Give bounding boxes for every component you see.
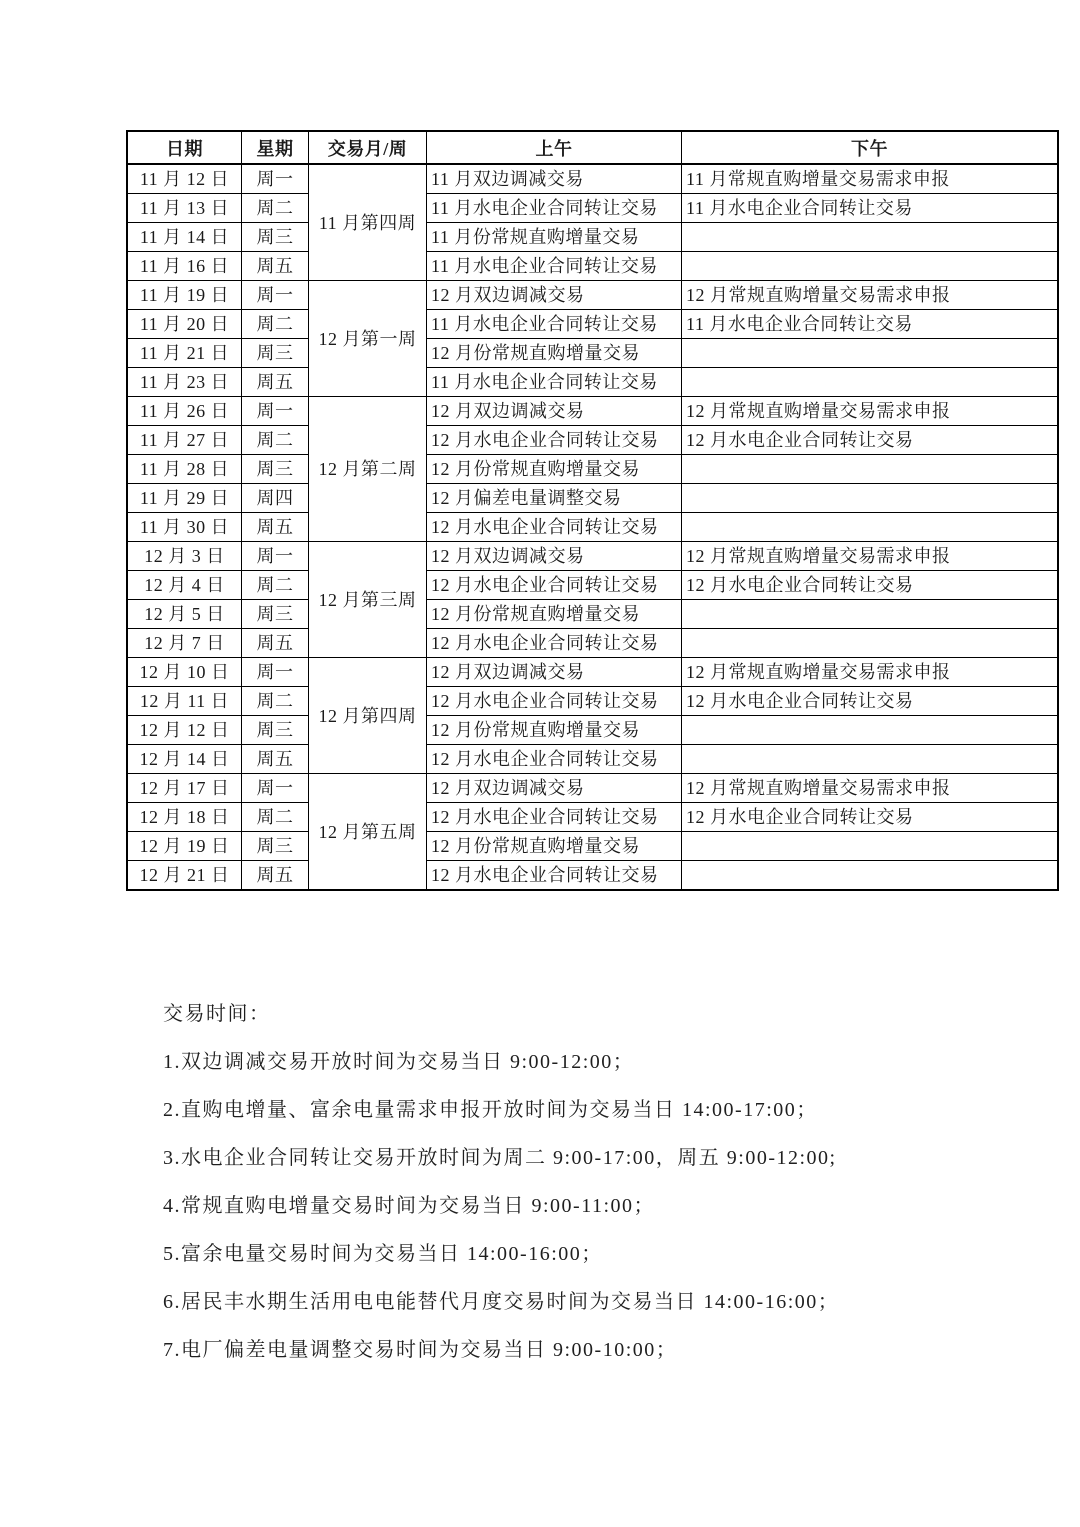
table-body	[127, 164, 1058, 890]
morning-cell: 12 月双边调减交易	[427, 281, 682, 310]
weekday-cell: 周二	[242, 310, 309, 339]
afternoon-cell	[682, 629, 1059, 658]
afternoon-cell: 11 月水电企业合同转让交易	[682, 194, 1059, 223]
note-item-2: 2.直购电增量、富余电量需求申报开放时间为交易当日 14:00-17:00；	[163, 1099, 818, 1121]
afternoon-cell	[682, 716, 1059, 745]
afternoon-cell: 12 月常规直购增量交易需求申报	[682, 281, 1059, 310]
date-cell: 11 月 26 日	[127, 397, 242, 426]
trading-schedule-table	[126, 130, 1059, 891]
table-row	[127, 397, 1058, 426]
date-cell: 12 月 12 日	[127, 716, 242, 745]
trading-week-cell: 12 月第一周	[309, 281, 427, 397]
table-row	[127, 194, 1058, 223]
table-row	[127, 600, 1058, 629]
weekday-cell: 周一	[242, 397, 309, 426]
afternoon-cell	[682, 832, 1059, 861]
afternoon-cell: 12 月常规直购增量交易需求申报	[682, 542, 1059, 571]
trading-week-cell: 12 月第五周	[309, 774, 427, 891]
col-header-morning: 上午	[427, 131, 682, 164]
afternoon-cell	[682, 600, 1059, 629]
morning-cell: 12 月份常规直购增量交易	[427, 600, 682, 629]
trading-week-cell: 11 月第四周	[309, 164, 427, 281]
afternoon-cell	[682, 368, 1059, 397]
table-row	[127, 542, 1058, 571]
weekday-cell: 周三	[242, 832, 309, 861]
afternoon-cell: 12 月常规直购增量交易需求申报	[682, 397, 1059, 426]
morning-cell: 11 月水电企业合同转让交易	[427, 194, 682, 223]
weekday-cell: 周二	[242, 194, 309, 223]
afternoon-cell	[682, 484, 1059, 513]
table-row	[127, 223, 1058, 252]
table-row	[127, 687, 1058, 716]
table-header-row	[127, 131, 1058, 164]
table-row	[127, 571, 1058, 600]
weekday-cell: 周一	[242, 774, 309, 803]
weekday-cell: 周三	[242, 455, 309, 484]
table-row	[127, 658, 1058, 687]
table-row	[127, 281, 1058, 310]
afternoon-cell	[682, 455, 1059, 484]
afternoon-cell: 12 月常规直购增量交易需求申报	[682, 774, 1059, 803]
notes-title: 交易时间：	[163, 1003, 271, 1025]
col-header-afternoon: 下午	[682, 131, 1059, 164]
weekday-cell: 周一	[242, 658, 309, 687]
weekday-cell: 周三	[242, 600, 309, 629]
date-cell: 12 月 21 日	[127, 861, 242, 891]
morning-cell: 11 月水电企业合同转让交易	[427, 310, 682, 339]
morning-cell: 12 月水电企业合同转让交易	[427, 803, 682, 832]
weekday-cell: 周一	[242, 542, 309, 571]
afternoon-cell	[682, 513, 1059, 542]
weekday-cell: 周三	[242, 339, 309, 368]
morning-cell: 12 月水电企业合同转让交易	[427, 629, 682, 658]
morning-cell: 12 月水电企业合同转让交易	[427, 571, 682, 600]
table-row	[127, 164, 1058, 194]
weekday-cell: 周二	[242, 426, 309, 455]
col-header-week: 交易月/周	[309, 131, 427, 164]
morning-cell: 12 月水电企业合同转让交易	[427, 513, 682, 542]
afternoon-cell: 11 月水电企业合同转让交易	[682, 310, 1059, 339]
afternoon-cell: 12 月水电企业合同转让交易	[682, 803, 1059, 832]
table-row	[127, 745, 1058, 774]
morning-cell: 12 月水电企业合同转让交易	[427, 426, 682, 455]
weekday-cell: 周五	[242, 629, 309, 658]
table-row	[127, 310, 1058, 339]
weekday-cell: 周二	[242, 803, 309, 832]
weekday-cell: 周一	[242, 164, 309, 194]
weekday-cell: 周三	[242, 223, 309, 252]
table-row	[127, 252, 1058, 281]
morning-cell: 12 月偏差电量调整交易	[427, 484, 682, 513]
afternoon-cell: 12 月水电企业合同转让交易	[682, 426, 1059, 455]
date-cell: 12 月 3 日	[127, 542, 242, 571]
date-cell: 11 月 30 日	[127, 513, 242, 542]
morning-cell: 11 月双边调减交易	[427, 164, 682, 194]
table-row	[127, 803, 1058, 832]
morning-cell: 11 月份常规直购增量交易	[427, 223, 682, 252]
date-cell: 12 月 10 日	[127, 658, 242, 687]
afternoon-cell	[682, 745, 1059, 774]
date-cell: 12 月 18 日	[127, 803, 242, 832]
weekday-cell: 周五	[242, 513, 309, 542]
morning-cell: 12 月水电企业合同转让交易	[427, 861, 682, 891]
afternoon-cell: 12 月常规直购增量交易需求申报	[682, 658, 1059, 687]
morning-cell: 12 月水电企业合同转让交易	[427, 687, 682, 716]
table-row	[127, 368, 1058, 397]
table-row	[127, 513, 1058, 542]
date-cell: 11 月 23 日	[127, 368, 242, 397]
afternoon-cell	[682, 223, 1059, 252]
morning-cell: 12 月份常规直购增量交易	[427, 455, 682, 484]
table-row	[127, 426, 1058, 455]
weekday-cell: 周五	[242, 745, 309, 774]
table-row	[127, 455, 1058, 484]
col-header-date: 日期	[127, 131, 242, 164]
afternoon-cell: 12 月水电企业合同转让交易	[682, 687, 1059, 716]
date-cell: 11 月 27 日	[127, 426, 242, 455]
trading-week-cell: 12 月第三周	[309, 542, 427, 658]
notes-section	[163, 1000, 953, 1384]
weekday-cell: 周五	[242, 861, 309, 891]
date-cell: 12 月 7 日	[127, 629, 242, 658]
date-cell: 12 月 4 日	[127, 571, 242, 600]
date-cell: 12 月 5 日	[127, 600, 242, 629]
morning-cell: 12 月双边调减交易	[427, 774, 682, 803]
weekday-cell: 周五	[242, 252, 309, 281]
date-cell: 11 月 20 日	[127, 310, 242, 339]
morning-cell: 12 月水电企业合同转让交易	[427, 745, 682, 774]
date-cell: 11 月 29 日	[127, 484, 242, 513]
weekday-cell: 周四	[242, 484, 309, 513]
morning-cell: 12 月份常规直购增量交易	[427, 716, 682, 745]
afternoon-cell	[682, 339, 1059, 368]
table-row	[127, 629, 1058, 658]
table-row	[127, 774, 1058, 803]
date-cell: 12 月 11 日	[127, 687, 242, 716]
date-cell: 11 月 13 日	[127, 194, 242, 223]
afternoon-cell: 12 月水电企业合同转让交易	[682, 571, 1059, 600]
note-item-5: 5.富余电量交易时间为交易当日 14:00-16:00；	[163, 1243, 603, 1265]
table-row	[127, 484, 1058, 513]
trading-week-cell: 12 月第二周	[309, 397, 427, 542]
date-cell: 11 月 21 日	[127, 339, 242, 368]
date-cell: 11 月 16 日	[127, 252, 242, 281]
weekday-cell: 周三	[242, 716, 309, 745]
table-row	[127, 832, 1058, 861]
date-cell: 12 月 14 日	[127, 745, 242, 774]
trading-week-cell: 12 月第四周	[309, 658, 427, 774]
date-cell: 12 月 17 日	[127, 774, 242, 803]
weekday-cell: 周二	[242, 571, 309, 600]
morning-cell: 12 月双边调减交易	[427, 397, 682, 426]
weekday-cell: 周一	[242, 281, 309, 310]
date-cell: 11 月 12 日	[127, 164, 242, 194]
date-cell: 11 月 28 日	[127, 455, 242, 484]
morning-cell: 12 月份常规直购增量交易	[427, 832, 682, 861]
note-item-4: 4.常规直购电增量交易时间为交易当日 9:00-11:00；	[163, 1195, 656, 1217]
note-item-6: 6.居民丰水期生活用电电能替代月度交易时间为交易当日 14:00-16:00；	[163, 1291, 840, 1313]
morning-cell: 12 月份常规直购增量交易	[427, 339, 682, 368]
morning-cell: 12 月双边调减交易	[427, 658, 682, 687]
afternoon-cell: 11 月常规直购增量交易需求申报	[682, 164, 1059, 194]
weekday-cell: 周二	[242, 687, 309, 716]
table-row	[127, 861, 1058, 891]
date-cell: 11 月 14 日	[127, 223, 242, 252]
weekday-cell: 周五	[242, 368, 309, 397]
table-row	[127, 339, 1058, 368]
note-item-3: 3.水电企业合同转让交易开放时间为周二 9:00-17:00，周五 9:00-12:00;	[163, 1147, 837, 1169]
note-item-1: 1.双边调减交易开放时间为交易当日 9:00-12:00；	[163, 1051, 635, 1073]
note-item-7: 7.电厂偏差电量调整交易时间为交易当日 9:00-10:00；	[163, 1339, 678, 1361]
table-row	[127, 716, 1058, 745]
afternoon-cell	[682, 252, 1059, 281]
col-header-weekday: 星期	[242, 131, 309, 164]
date-cell: 11 月 19 日	[127, 281, 242, 310]
morning-cell: 11 月水电企业合同转让交易	[427, 252, 682, 281]
date-cell: 12 月 19 日	[127, 832, 242, 861]
morning-cell: 12 月双边调减交易	[427, 542, 682, 571]
morning-cell: 11 月水电企业合同转让交易	[427, 368, 682, 397]
afternoon-cell	[682, 861, 1059, 891]
